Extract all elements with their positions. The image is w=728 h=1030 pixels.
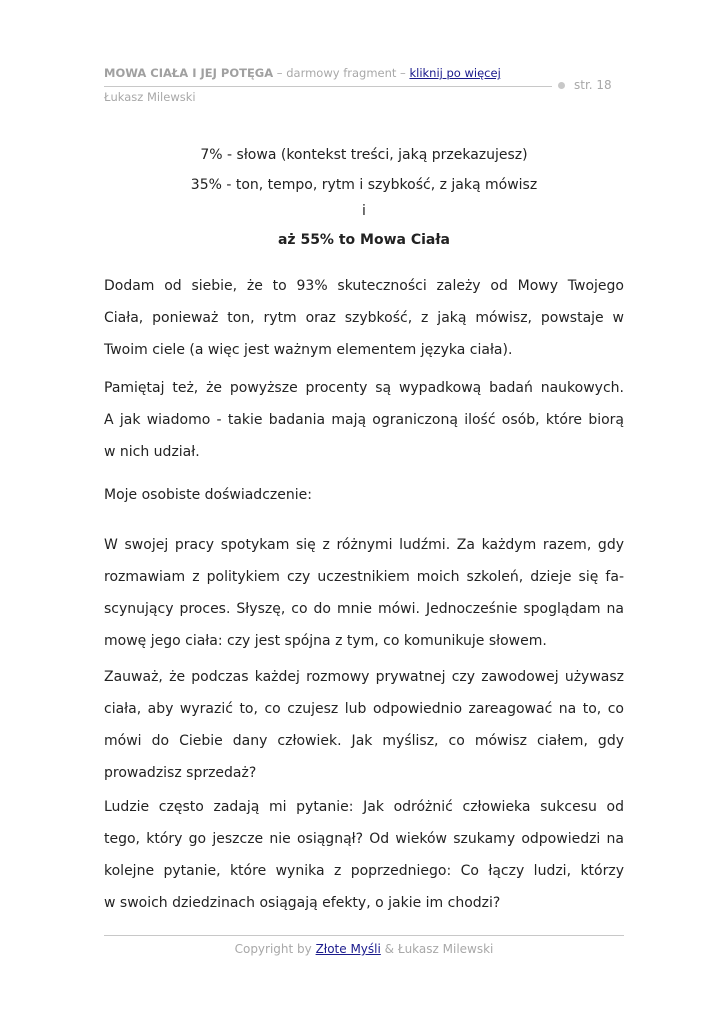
book-title: MOWA CIAŁA I JEJ POTĘGA [104,66,274,80]
text-line: Dodam od siebie, że to 93% skuteczności zależy od Mowy Twojego [104,278,624,294]
header-author: Łukasz Milewski [104,90,196,104]
page-number: str. 18 [574,78,612,92]
text-line: w swoich dziedzinach osiągają efekty, o jakie im chodzi? [104,895,501,911]
paragraph [104,529,624,657]
header-separator: – [396,66,410,80]
text-line: mowę jego ciała: czy jest spójna z tym, co komunikuje słowem. [104,633,547,649]
text-line: tego, który go jeszcze nie osiągnął? Od wieków szukamy odpowiedzi na [104,831,624,847]
footer-author: Łukasz Milewski [397,942,494,956]
text-line: mówi do Ciebie dany człowiek. Jak myślisz, co mówisz ciałem, gdy [104,733,624,749]
stat-tone: 35% - ton, tempo, rytm i szybkość, z jaką mówisz [190,177,538,193]
text-line: Twoim ciele (a więc jest ważnym elementem języka ciała). [104,342,513,358]
publisher-link[interactable]: Złote Myśli [315,942,381,956]
footer-ampersand: & [380,942,398,956]
fragment-label: darmowy fragment [286,66,397,80]
paragraph [104,791,624,919]
stat-body-language: aż 55% to Mowa Ciała [277,232,450,248]
text-line: rozmawiam z politykiem czy uczestnikiem moich szkoleń, dzieje się fa- [104,569,624,585]
stat-words: 7% - słowa (kontekst treści, jaką przekazujesz) [200,147,528,163]
running-header [104,66,501,80]
paragraph [104,661,624,789]
text-line: Ludzie często zadają mi pytanie: Jak odróżnić człowieka sukcesu od [104,799,624,815]
text-line: Zauważ, że podczas każdej rozmowy prywatnej czy zawodowej używasz [104,669,624,685]
copyright-prefix: Copyright by [234,942,316,956]
paragraph [104,372,624,468]
footer-divider [104,935,624,936]
text-line: Ciała, ponieważ ton, rytm oraz szybkość, z jaką mówisz, powstaje w [104,310,624,326]
text-line: W swojej pracy spotykam się z różnymi ludźmi. Za każdym razem, gdy [104,537,624,553]
text-line: prowadzisz sprzedaż? [104,765,257,781]
header-separator: – [273,66,287,80]
stat-conjunction: i [362,203,366,219]
paragraph [104,479,624,511]
copyright-footer [104,942,624,956]
text-line: scynujący proces. Słyszę, co do mnie mówi. Jednocześnie spoglądam na [104,601,624,617]
text-line: kolejne pytanie, które wynika z poprzedniego: Co łączy ludzi, którzy [104,863,624,879]
more-link[interactable]: kliknij po więcej [409,66,501,80]
text-line: Pamiętaj też, że powyższe procenty są wypadkową badań naukowych. [104,380,624,396]
text-line: A jak wiadomo - takie badania mają ograniczoną ilość osób, które biorą [104,412,624,428]
header-divider [104,86,552,87]
text-line: ciała, aby wyrazić to, co czujesz lub odpowiednio zareagować na to, co [104,701,624,717]
text-line: Moje osobiste doświadczenie: [104,487,312,503]
text-line: w nich udział. [104,444,200,460]
paragraph [104,270,624,366]
bullet-icon [558,82,565,89]
